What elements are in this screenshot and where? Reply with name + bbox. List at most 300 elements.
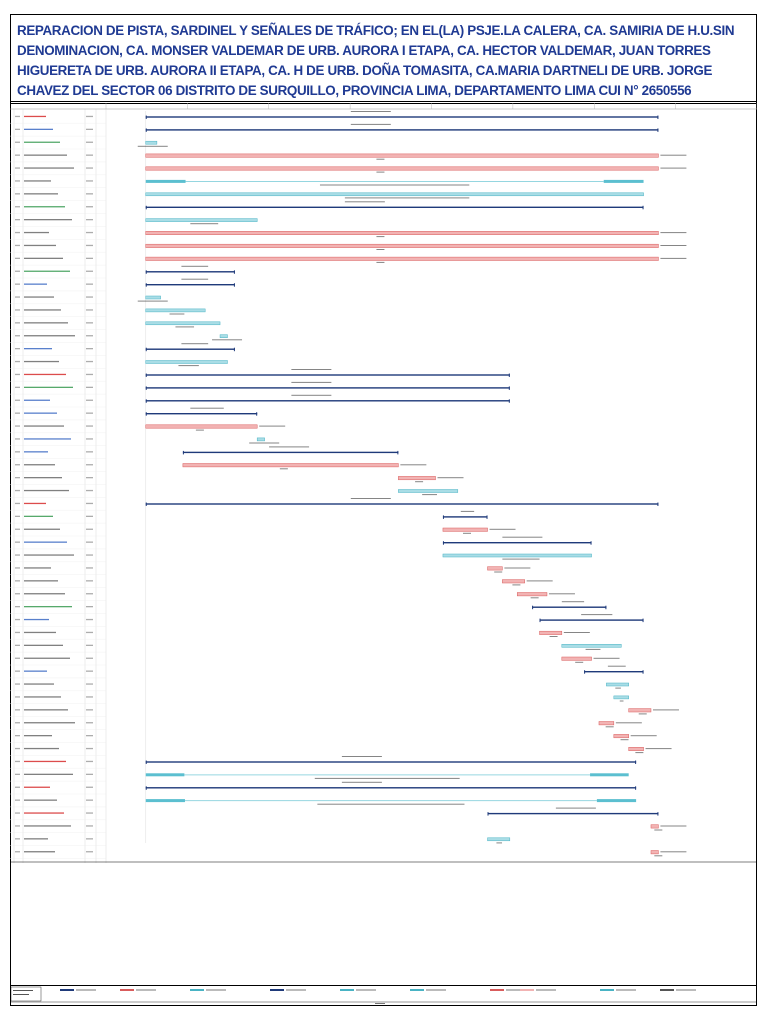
bar-resource-mark — [527, 580, 553, 581]
task-id-mark — [15, 232, 20, 233]
summary-bar-cap — [643, 670, 644, 674]
task-id-mark — [15, 116, 20, 117]
task-duration-mark — [86, 451, 93, 452]
task-duration-mark — [86, 748, 93, 749]
bar-resource-mark — [490, 529, 516, 530]
task-duration-mark — [86, 735, 93, 736]
bar-label-mark — [608, 666, 626, 667]
bar-label-mark — [581, 614, 612, 615]
bar-label-mark — [181, 279, 208, 280]
task-bar — [146, 361, 228, 364]
summary-bar-cap — [657, 503, 658, 507]
bar-label-mark — [175, 326, 194, 327]
bar-resource-mark — [504, 568, 530, 569]
bar-label-mark — [351, 124, 391, 125]
summary-bar-cap — [146, 761, 147, 765]
task-duration-mark — [86, 425, 93, 426]
legend-date-mark — [13, 994, 29, 995]
summary-bar — [584, 671, 643, 672]
task-name-mark — [24, 761, 66, 762]
task-duration-mark — [86, 567, 93, 568]
task-id-mark — [15, 645, 20, 646]
task-name-mark — [24, 232, 49, 233]
task-duration-mark — [86, 361, 93, 362]
task-name-mark — [24, 606, 72, 607]
bar-label-mark — [496, 842, 502, 843]
task-id-mark — [15, 619, 20, 620]
task-duration-mark — [86, 284, 93, 285]
task-name-mark — [24, 774, 73, 775]
task-id-mark — [15, 709, 20, 710]
summary-bar-cap — [487, 515, 488, 519]
task-name-mark — [24, 851, 55, 852]
task-name-mark — [24, 374, 66, 375]
critical-task-bar — [502, 580, 524, 583]
task-bar — [398, 490, 457, 493]
title-box — [10, 14, 757, 102]
bar-label-mark — [615, 688, 621, 689]
task-name-mark — [24, 296, 54, 297]
task-duration-mark — [86, 413, 93, 414]
bar-label-mark — [586, 649, 601, 650]
summary-bar — [146, 374, 510, 375]
summary-bar-cap — [146, 386, 147, 390]
task-name-mark — [24, 593, 65, 594]
footer-legend — [10, 985, 757, 1006]
bar-duration-mark — [639, 713, 647, 714]
task-duration-mark — [86, 490, 93, 491]
bar-resource-mark — [660, 826, 686, 827]
bar-duration-mark — [654, 830, 662, 831]
critical-task-bar — [443, 528, 488, 531]
task-bar — [606, 683, 628, 686]
bar-label-mark — [345, 201, 385, 202]
critical-task-bar — [146, 244, 659, 247]
summary-bar — [146, 503, 659, 504]
task-id-mark — [15, 438, 20, 439]
task-duration-mark — [86, 219, 93, 220]
task-id-mark — [15, 658, 20, 659]
summary-bar-cap — [146, 270, 147, 274]
task-name-mark — [24, 387, 73, 388]
summary-bar-cap — [532, 606, 533, 610]
task-bar — [443, 554, 592, 557]
summary-bar-cap — [443, 515, 444, 519]
summary-bar-cap — [509, 374, 510, 378]
task-id-mark — [15, 490, 20, 491]
task-name-mark — [24, 632, 56, 633]
progress-bar-start — [146, 799, 185, 802]
bar-duration-mark — [654, 855, 662, 856]
bar-label-mark — [345, 197, 469, 198]
task-id-mark — [15, 464, 20, 465]
bar-resource-mark — [660, 258, 686, 259]
legend-label-mark — [206, 990, 226, 991]
summary-bar-cap — [146, 412, 147, 416]
task-name-mark — [24, 400, 50, 401]
task-name-mark — [24, 542, 67, 543]
milestone-bar — [257, 438, 264, 441]
legend-label-mark — [286, 990, 306, 991]
bar-label-mark — [291, 395, 331, 396]
bar-label-mark — [190, 408, 223, 409]
task-duration-mark — [86, 258, 93, 259]
summary-bar-cap — [146, 503, 147, 507]
task-name-mark — [24, 142, 60, 143]
bar-duration-mark — [463, 533, 471, 534]
task-name-mark — [24, 271, 70, 272]
task-name-mark — [24, 567, 51, 568]
bar-duration-mark — [376, 159, 384, 160]
bar-label-mark — [502, 559, 539, 560]
summary-bar — [146, 413, 257, 414]
task-name-mark — [24, 722, 75, 723]
task-duration-mark — [86, 722, 93, 723]
bar-resource-mark — [660, 232, 686, 233]
bar-duration-mark — [376, 249, 384, 250]
task-id-mark — [15, 787, 20, 788]
task-name-mark — [24, 748, 59, 749]
task-duration-mark — [86, 503, 93, 504]
task-id-mark — [15, 219, 20, 220]
task-duration-mark — [86, 683, 93, 684]
task-id-mark — [15, 812, 20, 813]
task-name-mark — [24, 838, 48, 839]
task-id-mark — [15, 825, 20, 826]
task-duration-mark — [86, 645, 93, 646]
bar-resource-mark — [259, 426, 285, 427]
legend-swatch — [520, 989, 534, 991]
bar-label-mark — [320, 185, 469, 186]
critical-task-bar — [562, 657, 592, 660]
task-duration-mark — [86, 296, 93, 297]
task-bar — [614, 696, 629, 699]
task-bar — [562, 644, 621, 647]
task-id-mark — [15, 142, 20, 143]
task-id-mark — [15, 361, 20, 362]
summary-bar-cap — [183, 451, 184, 455]
bar-label-mark — [351, 111, 391, 112]
task-duration-mark — [86, 761, 93, 762]
task-duration-mark — [86, 787, 93, 788]
progress-bar-start — [146, 180, 186, 183]
task-name-mark — [24, 245, 56, 246]
gantt-chart — [10, 103, 757, 863]
task-name-mark — [24, 490, 69, 491]
task-name-mark — [24, 812, 64, 813]
progress-bar-dashed — [184, 775, 590, 776]
bar-label-mark — [317, 804, 464, 805]
task-name-mark — [24, 180, 51, 181]
summary-bar — [146, 207, 644, 208]
task-duration-mark — [86, 554, 93, 555]
milestone-bar — [146, 296, 161, 299]
legend-swatch — [660, 989, 674, 991]
task-name-mark — [24, 167, 74, 168]
bar-duration-mark — [376, 172, 384, 173]
task-name-mark — [24, 787, 50, 788]
task-name-mark — [24, 825, 71, 826]
summary-bar-cap — [509, 386, 510, 390]
task-name-mark — [24, 438, 71, 439]
legend-label-mark — [76, 990, 96, 991]
bar-duration-mark — [531, 597, 539, 598]
bar-duration-mark — [280, 468, 288, 469]
bar-label-mark — [342, 782, 382, 783]
task-id-mark — [15, 632, 20, 633]
bar-duration-mark — [635, 752, 643, 753]
summary-bar-cap — [488, 812, 489, 816]
task-duration-mark — [86, 155, 93, 156]
task-name-mark — [24, 425, 64, 426]
task-name-mark — [24, 129, 53, 130]
summary-bar-cap — [591, 541, 592, 545]
summary-bar-cap — [234, 348, 235, 352]
task-duration-mark — [86, 374, 93, 375]
summary-bar-cap — [146, 399, 147, 403]
task-id-mark — [15, 129, 20, 130]
bar-resource-mark — [660, 168, 686, 169]
task-id-mark — [15, 296, 20, 297]
legend-project-mark — [13, 990, 33, 991]
task-duration-mark — [86, 438, 93, 439]
task-id-mark — [15, 800, 20, 801]
bar-resource-mark — [564, 632, 590, 633]
bar-label-mark — [562, 601, 584, 602]
task-name-mark — [24, 309, 61, 310]
task-duration-mark — [86, 116, 93, 117]
task-id-mark — [15, 335, 20, 336]
summary-bar — [443, 542, 592, 543]
task-name-mark — [24, 529, 60, 530]
critical-task-bar — [517, 593, 547, 596]
legend-swatch — [410, 989, 424, 991]
task-duration-mark — [86, 851, 93, 852]
task-id-mark — [15, 529, 20, 530]
task-id-mark — [15, 696, 20, 697]
progress-bar-dashed — [185, 800, 597, 801]
bar-resource-mark — [660, 245, 686, 246]
legend-swatch — [190, 989, 204, 991]
task-name-mark — [24, 554, 74, 555]
summary-bar-cap — [509, 399, 510, 403]
bar-duration-mark — [575, 662, 583, 663]
task-name-mark — [24, 696, 61, 697]
task-id-mark — [15, 271, 20, 272]
task-duration-mark — [86, 632, 93, 633]
summary-bar-cap — [397, 451, 398, 455]
summary-bar — [443, 516, 488, 517]
summary-bar-cap — [635, 786, 636, 790]
task-id-mark — [15, 683, 20, 684]
page-number-mark — [375, 1003, 385, 1004]
bar-label-mark — [315, 778, 460, 779]
task-name-mark — [24, 284, 47, 285]
bar-resource-mark — [646, 748, 672, 749]
task-name-mark — [24, 645, 63, 646]
task-id-mark — [15, 542, 20, 543]
task-id-mark — [15, 748, 20, 749]
bar-label-mark — [342, 756, 382, 757]
task-duration-mark — [86, 606, 93, 607]
task-name-mark — [24, 116, 46, 117]
summary-bar-cap — [540, 619, 541, 623]
task-bar — [146, 219, 257, 222]
summary-bar — [488, 813, 659, 814]
task-id-mark — [15, 348, 20, 349]
progress-bar-start — [146, 773, 185, 776]
task-id-mark — [15, 180, 20, 181]
bar-duration-mark — [494, 572, 502, 573]
summary-bar-cap — [146, 348, 147, 352]
summary-bar-cap — [657, 812, 658, 816]
task-name-mark — [24, 671, 47, 672]
summary-bar-cap — [146, 206, 147, 210]
task-id-mark — [15, 425, 20, 426]
task-name-mark — [24, 580, 58, 581]
bar-resource-mark — [594, 658, 620, 659]
milestone-bar — [146, 141, 157, 144]
summary-bar-cap — [443, 541, 444, 545]
bar-resource-mark — [653, 709, 679, 710]
bar-label-mark — [461, 511, 474, 512]
task-id-mark — [15, 477, 20, 478]
task-id-mark — [15, 258, 20, 259]
task-id-mark — [15, 761, 20, 762]
bar-resource-mark — [660, 851, 686, 852]
summary-bar-cap — [146, 116, 147, 120]
task-duration-mark — [86, 193, 93, 194]
task-id-mark — [15, 567, 20, 568]
task-id-mark — [15, 516, 20, 517]
progress-bar-end — [590, 773, 629, 776]
critical-task-bar — [629, 709, 651, 712]
milestone-bar — [220, 335, 227, 338]
bar-label-mark — [291, 382, 331, 383]
critical-task-bar — [146, 167, 659, 170]
legend-label-mark — [676, 990, 696, 991]
legend-label-mark — [356, 990, 376, 991]
summary-bar — [146, 271, 235, 272]
bar-label-mark — [190, 223, 218, 224]
task-duration-mark — [86, 180, 93, 181]
task-name-mark — [24, 322, 68, 323]
task-id-mark — [15, 167, 20, 168]
task-id-mark — [15, 400, 20, 401]
summary-bar-cap — [584, 670, 585, 674]
legend-label-mark — [426, 990, 446, 991]
task-id-mark — [15, 774, 20, 775]
bar-label-mark — [556, 808, 596, 809]
summary-bar — [146, 116, 659, 117]
task-duration-mark — [86, 206, 93, 207]
critical-task-bar — [398, 476, 435, 479]
summary-bar — [183, 452, 398, 453]
critical-task-bar — [651, 851, 658, 854]
task-duration-mark — [86, 142, 93, 143]
bar-resource-mark — [660, 155, 686, 156]
task-id-mark — [15, 193, 20, 194]
bar-label-mark — [178, 365, 198, 366]
task-id-mark — [15, 606, 20, 607]
summary-bar — [540, 619, 644, 620]
legend-label-mark — [536, 990, 556, 991]
summary-bar-cap — [146, 374, 147, 378]
bar-duration-mark — [196, 430, 204, 431]
task-id-mark — [15, 309, 20, 310]
legend-swatch — [490, 989, 504, 991]
legend-label-mark — [136, 990, 156, 991]
task-duration-mark — [86, 542, 93, 543]
task-name-mark — [24, 477, 62, 478]
critical-task-bar — [488, 567, 503, 570]
task-name-mark — [24, 335, 75, 336]
legend-swatch — [60, 989, 74, 991]
document-title: REPARACION DE PISTA, SARDINEL Y SEÑALES DE TRÁFICO; EN EL(LA) PSJE.LA CALERA, CA. SAMIRIA DE H.U.SIN DENOMINACION, CA. MONSER VALDEMAR DE URB. AURORA I ETAPA, CA. HECTOR VALDEMAR, JUAN TORRES HIGUERETA DE URB. AURORA II ETAPA, CA. H DE URB. DOÑA TOMASITA, CA.MARIA DARTNELI DE URB. JORGE CHAVEZ DEL SECTOR 06 DISTRITO DE SURQUILLO, PROVINCIA LIMA, DEPARTAMENTO LIMA CUI N° 2650556 — [17, 23, 735, 98]
task-name-mark — [24, 735, 52, 736]
task-id-mark — [15, 387, 20, 388]
critical-task-bar — [614, 734, 629, 737]
bar-resource-mark — [438, 477, 464, 478]
task-duration-mark — [86, 774, 93, 775]
summary-bar-cap — [234, 270, 235, 274]
task-duration-mark — [86, 245, 93, 246]
summary-bar — [146, 787, 636, 788]
summary-bar-cap — [605, 606, 606, 610]
summary-bar — [146, 349, 235, 350]
task-id-mark — [15, 206, 20, 207]
bar-duration-mark — [512, 584, 520, 585]
task-id-mark — [15, 374, 20, 375]
summary-bar-cap — [643, 619, 644, 623]
task-name-mark — [24, 800, 57, 801]
summary-bar-cap — [146, 128, 147, 132]
task-bar — [146, 322, 220, 325]
bar-label-mark — [249, 443, 279, 444]
legend-swatch — [270, 989, 284, 991]
task-duration-mark — [86, 271, 93, 272]
task-name-mark — [24, 464, 55, 465]
bar-duration-mark — [376, 262, 384, 263]
task-id-mark — [15, 671, 20, 672]
task-duration-mark — [86, 671, 93, 672]
task-id-mark — [15, 838, 20, 839]
bar-resource-mark — [400, 464, 426, 465]
bar-label-mark — [181, 343, 208, 344]
bar-label-mark — [620, 701, 624, 702]
summary-bar — [146, 284, 235, 285]
task-name-mark — [24, 503, 46, 504]
summary-bar — [146, 129, 659, 130]
task-duration-mark — [86, 335, 93, 336]
critical-task-bar — [146, 257, 659, 260]
bar-duration-mark — [550, 636, 558, 637]
critical-task-bar — [183, 464, 398, 467]
task-id-mark — [15, 322, 20, 323]
bar-duration-mark — [376, 236, 384, 237]
bar-resource-mark — [616, 722, 642, 723]
task-name-mark — [24, 451, 48, 452]
task-id-mark — [15, 451, 20, 452]
task-id-mark — [15, 284, 20, 285]
task-duration-mark — [86, 580, 93, 581]
task-bar — [488, 838, 510, 841]
critical-task-bar — [540, 631, 562, 634]
critical-task-bar — [629, 747, 644, 750]
task-id-mark — [15, 413, 20, 414]
task-duration-mark — [86, 322, 93, 323]
bar-label-mark — [269, 446, 309, 447]
